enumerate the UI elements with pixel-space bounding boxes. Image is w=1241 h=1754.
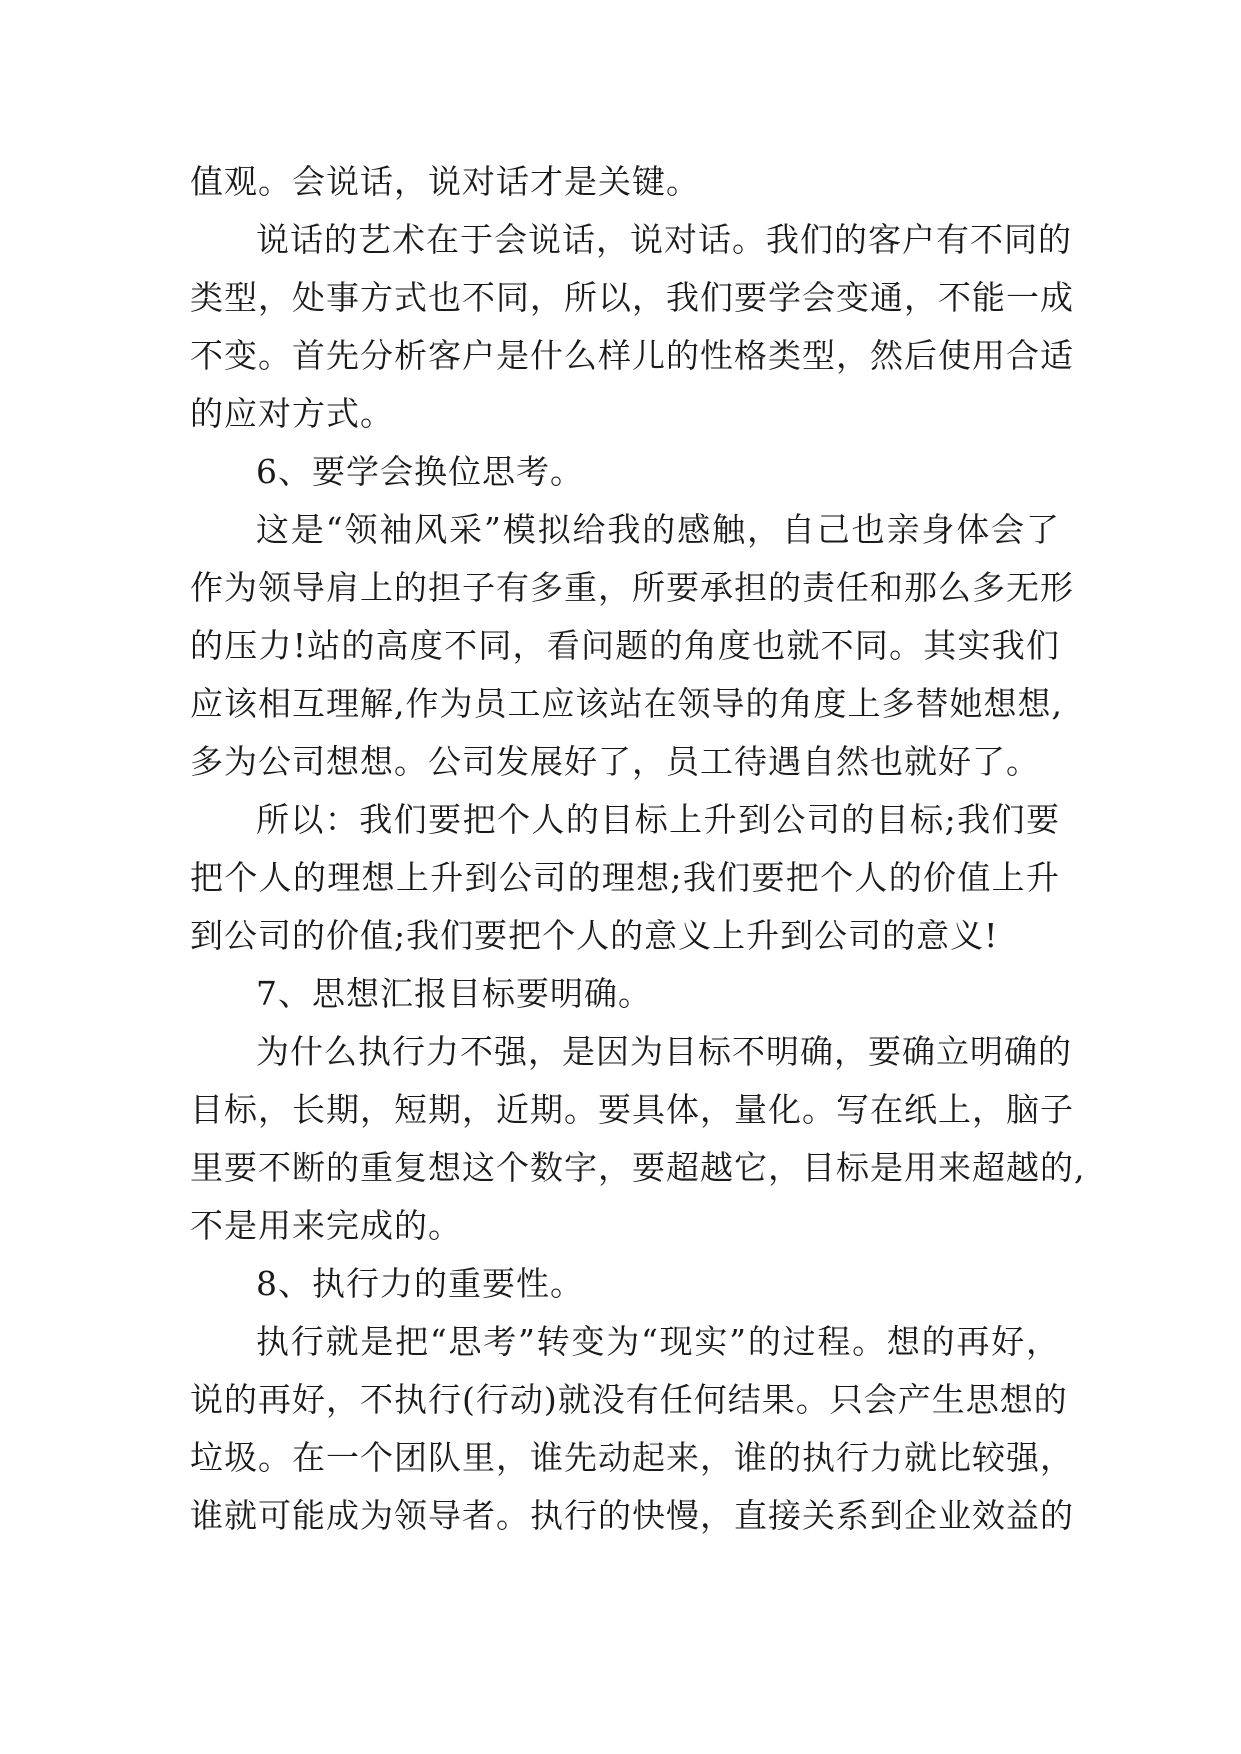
text-line: 类型，处事方式也不同，所以，我们要学会变通，不能一成	[190, 278, 1074, 317]
text-line: 到公司的价值;我们要把个人的意义上升到公司的意义!	[190, 916, 999, 955]
text-line: 谁就可能成为领导者。执行的快慢，直接关系到企业效益的	[190, 1496, 1074, 1535]
text-line: 应该相互理解,作为员工应该站在领导的角度上多替她想想,	[190, 684, 1063, 723]
section-heading-7: 7、思想汇报目标要明确。	[256, 974, 652, 1013]
text-line: 不是用来完成的。	[190, 1206, 462, 1245]
text-line: 不变。首先分析客户是什么样儿的性格类型，然后使用合适	[190, 336, 1074, 375]
text-line: 的压力!站的高度不同，看问题的角度也就不同。其实我们	[190, 626, 1060, 665]
section-heading-8: 8、执行力的重要性。	[256, 1264, 584, 1303]
paragraph-start-line: 说话的艺术在于会说话，说对话。我们的客户有不同的	[256, 220, 1072, 259]
text-line: 里要不断的重复想这个数字，要超越它，目标是用来超越的,	[190, 1148, 1086, 1187]
text-line: 目标，长期，短期，近期。要具体，量化。写在纸上，脑子	[190, 1090, 1074, 1129]
text-line: 值观。会说话，说对话才是关键。	[190, 162, 700, 201]
paragraph-start-line: 执行就是把“思考”转变为“现实”的过程。想的再好，	[256, 1322, 1060, 1361]
text-line: 作为领导肩上的担子有多重，所要承担的责任和那么多无形	[190, 568, 1074, 607]
text-line: 的应对方式。	[190, 394, 394, 433]
text-line: 把个人的理想上升到公司的理想;我们要把个人的价值上升	[190, 858, 1060, 897]
paragraph-start-line: 为什么执行力不强，是因为目标不明确，要确立明确的	[256, 1032, 1072, 1071]
text-line: 垃圾。在一个团队里，谁先动起来，谁的执行力就比较强，	[190, 1438, 1074, 1477]
text-line: 多为公司想想。公司发展好了，员工待遇自然也就好了。	[190, 742, 1040, 781]
text-line: 说的再好，不执行(行动)就没有任何结果。只会产生思想的	[190, 1380, 1068, 1419]
paragraph-start-line: 这是“领袖风采”模拟给我的感触，自己也亲身体会了	[256, 510, 1060, 549]
section-heading-6: 6、要学会换位思考。	[256, 452, 584, 491]
paragraph-start-line: 所以：我们要把个人的目标上升到公司的目标;我们要	[256, 800, 1060, 839]
